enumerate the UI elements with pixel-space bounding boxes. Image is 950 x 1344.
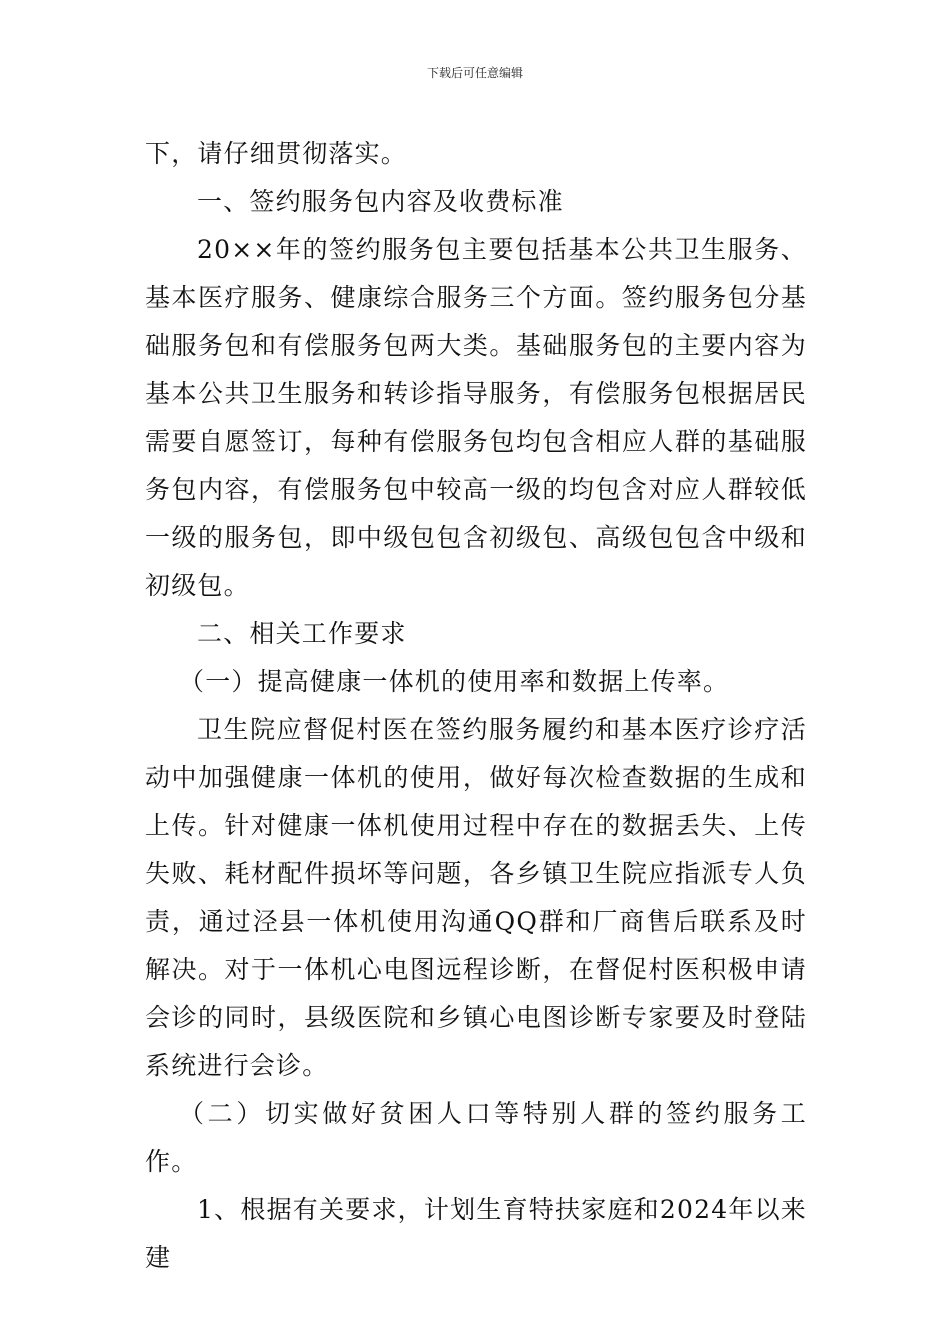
document-body — [145, 130, 807, 1282]
subsection-heading-2: （二）切实做好贫困人口等特别人群的签约服务工作。 — [145, 1099, 807, 1176]
paragraph-continuation: 下，请仔细贯彻落实。 — [145, 139, 408, 168]
paragraph-health-device: 卫生院应督促村医在签约服务履约和基本医疗诊疗活动中加强健康一体机的使用，做好每次检查数据的生成和上传。针对健康一体机使用过程中存在的数据丢失、上传失败、耗材配件损坏等问题，各乡镇卫生院应指派专人负责，通过泾县一体机使用沟通QQ群和厂商售后联系及时解决。对于一体机心电图远程诊断，在督促村医积极申请会诊的同时，县级医院和乡镇心电图诊断专家要及时登陆系统进行会诊。 — [145, 715, 807, 1080]
section-heading-1: 一、签约服务包内容及收费标准 — [197, 187, 564, 216]
paragraph-item-1: 1、根据有关要求，计划生育特扶家庭和2024年以来建 — [145, 1195, 807, 1272]
page-header: 下载后可任意编辑 — [426, 66, 523, 80]
paragraph-service-packages: 20××年的签约服务包主要包括基本公共卫生服务、基本医疗服务、健康综合服务三个方面。签约服务包分基础服务包和有偿服务包两大类。基础服务包的主要内容为基本公共卫生服务和转诊指导服务，有偿服务包根据居民需要自愿签订，每种有偿服务包均包含相应人群的基础服务包内容，有偿服务包中较高一级的均包含对应人群较低一级的服务包，即中级包包含初级包、高级包包含中级和初级包。 — [145, 235, 807, 600]
subsection-heading-1: （一）提高健康一体机的使用率和数据上传率。 — [179, 667, 730, 696]
section-heading-2: 二、相关工作要求 — [197, 619, 407, 648]
